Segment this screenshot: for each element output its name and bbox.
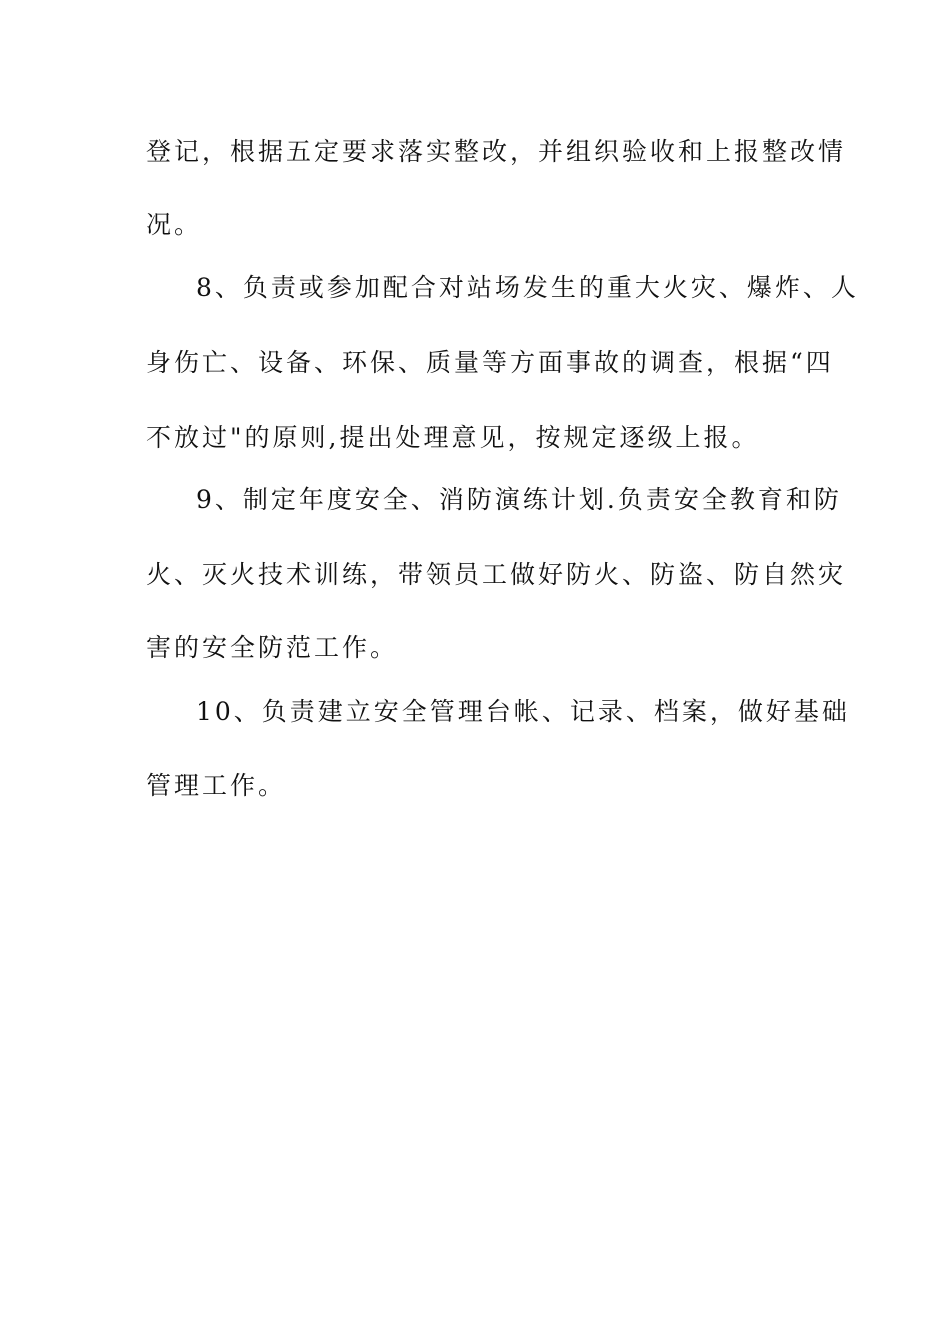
text-line-6: 9、制定年度安全、消防演练计划.负责安全教育和防	[196, 485, 842, 514]
text-line-9: 10、负责建立安全管理台帐、记录、档案，做好基础	[196, 697, 850, 726]
text-line-5: 不放过"的原则,提出处理意见，按规定逐级上报。	[146, 423, 760, 452]
text-line-8: 害的安全防范工作。	[146, 633, 399, 662]
text-line-7: 火、灭火技术训练，带领员工做好防火、防盗、防自然灾	[146, 560, 847, 589]
text-line-1: 登记，根据五定要求落实整改，并组织验收和上报整改情	[146, 137, 847, 166]
text-line-10: 管理工作。	[146, 771, 287, 800]
text-line-3: 8、负责或参加配合对站场发生的重大火灾、爆炸、人	[196, 273, 859, 302]
text-line-2: 况。	[146, 210, 203, 239]
text-line-4: 身伤亡、设备、环保、质量等方面事故的调查，根据“四	[146, 348, 834, 377]
